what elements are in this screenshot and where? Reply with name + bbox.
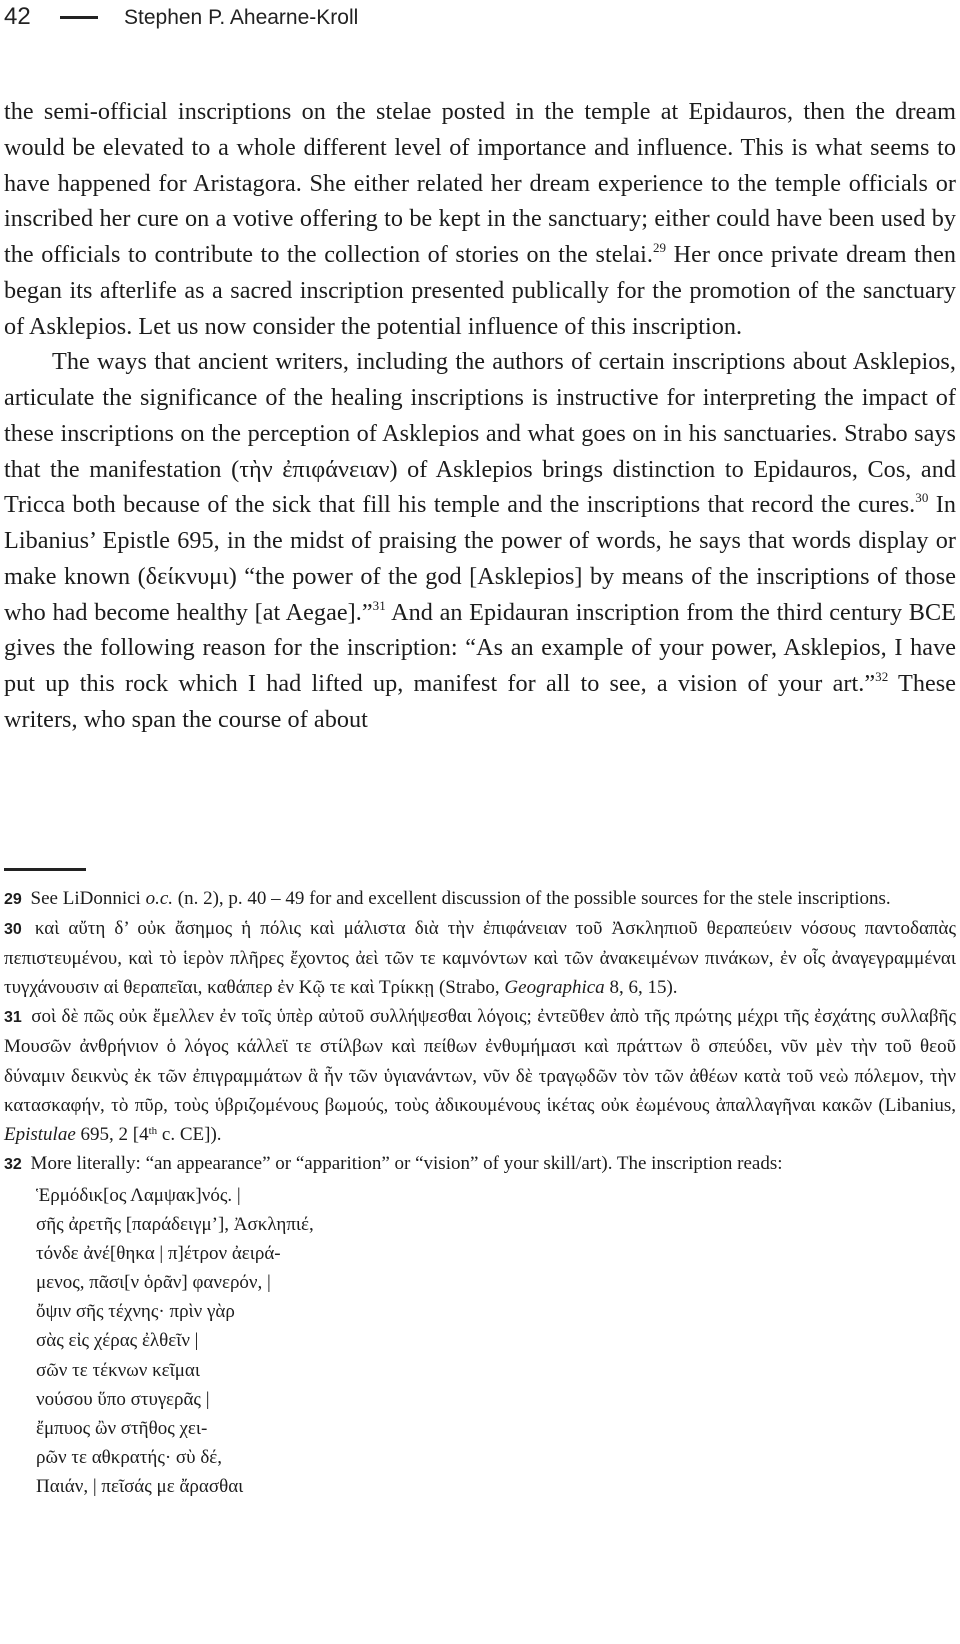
footnote-ref-31: 31 bbox=[372, 597, 386, 613]
paragraph-2-text-b: In Libanius’ Epistle 695, in the midst of praising the power of words, he says that words display or make known (δείκνυμι) “the power of the god [Asklepios] by means of the inscriptions of those who had become healthy [at Aegae].” bbox=[4, 491, 956, 626]
paragraph-1-text-b: Her once private dream then began its afterlife as a sacred inscription presented publically for the promotion of the sanctuary of Asklepios. Let us now consider the potential influence of this inscription. bbox=[4, 241, 956, 340]
footnote-31-superscript: th bbox=[148, 1124, 158, 1137]
footnote-31-text-b: 695, 2 [4 bbox=[75, 1123, 149, 1145]
footnote-30-number: 30 bbox=[4, 921, 22, 939]
page-number: 42 bbox=[4, 3, 31, 30]
paragraph-1 bbox=[4, 94, 956, 344]
paragraph-2-text-c: And an Epidauran inscription from the third century BCE gives the following reason for the inscription: “As an example of your power, Asklepios, I have put up this rock which I had lifted up, manifest for all to see, a vision of your art.” bbox=[4, 598, 956, 697]
footnote-31-number: 31 bbox=[4, 1009, 22, 1027]
footnote-29-text-b: (n. 2), p. 40 – 49 for and excellent discussion of the possible sources for the stele inscriptions. bbox=[173, 888, 891, 909]
footnote-30-italic: Geographica bbox=[504, 977, 605, 999]
verse-line: σῶν τε τέκνων κεῖμαι bbox=[36, 1359, 200, 1381]
verse-line: σὰς εἰς χέρας ἐλθεῖν | bbox=[36, 1330, 199, 1352]
footnote-31-text-a: σοὶ δὲ πῶς οὐκ ἔμελλεν ἐν τοῖς ὑπὲρ αὐτοῦ συλλήψεσθαι λόγοις; ἐντεῦθεν ἀπὸ τῆς πρώτης μέχρι τῆς ἐσχάτης συλλαβῆς Μουσῶν ἀνθρήνιον ὁ λόγος κάλλεϊ τε στίλβων καὶ πείθων ἐνθυμήμασι καὶ πράττων ὃ σπεύδει, νῦν μὲν τὴν τοῦ θεοῦ δύναμιν δεικνὺς ἐκ τῶν ἐπιγραμμάτων ἃ ἦν τῶν ὑγιανάντων, νῦν δὲ τραγῳδῶν τὸν τῶν ἀθέων κατὰ τοῦ νεὼ πόλεμον, τὴν κατασκαφήν, τὸ πῦρ, τοὺς ὑβριζομένους βωμούς, τοὺς ἀδικουμένους ἱκέτας οὐκ ἐωμένους ἀπαλλαγῆναι κακῶν (Libanius, bbox=[4, 1006, 956, 1116]
verse-line: Παιάν, | πεῖσάς με ἄρασθαι bbox=[36, 1475, 244, 1497]
footnote-ref-32: 32 bbox=[875, 669, 889, 684]
footnote-30-text-b: 8, 6, 15). bbox=[604, 977, 678, 999]
footnote-29-number: 29 bbox=[4, 891, 22, 908]
footnote-separator-rule bbox=[4, 868, 86, 871]
verse-line: ἔμπυος ὢν στῆθος χει- bbox=[36, 1417, 208, 1439]
running-head-author: Stephen P. Ahearne-Kroll bbox=[124, 5, 359, 29]
paragraph-1-text-a: the semi-official inscriptions on the stelae posted in the temple at Epidauros, then the dream would be elevated to a whole different level of importance and influence. This is what seems to have happened for Aristagora. She either related her dream experience to the temple officials or inscribed her cure on a votive offering to be kept in the sanctuary; either could have been used by the officials to contribute to the collection of stories on the stelai. bbox=[4, 98, 956, 268]
paragraph-2 bbox=[4, 344, 956, 737]
verse-line: τόνδε ἀνέ[θηκα | π]έτρον ἀειρά- bbox=[36, 1243, 281, 1265]
footnote-31 bbox=[4, 1002, 956, 1148]
footnote-32 bbox=[4, 1149, 956, 1179]
footnote-32-number: 32 bbox=[4, 1155, 22, 1173]
footnote-31-italic: Epistulae bbox=[4, 1123, 76, 1145]
footnote-29-italic: o.c. bbox=[145, 888, 174, 909]
verse-line: ὄψιν σῆς τέχνης· πρὶν γὰρ bbox=[36, 1301, 235, 1323]
footnote-29-text-a: See LiDonnici bbox=[25, 888, 146, 909]
paragraph-2-text-a: The ways that ancient writers, including the authors of certain inscriptions about Asklepios, articulate the significance of the healing inscriptions is instructive for interpreting the impact of these inscriptions on the perception of Asklepios and what goes on in his sanctuaries. Strabo says that the manifestation (τὴν ἐπιφάνειαν) of Asklepios brings distinction to Epidauros, Cos, and Tricca both because of the sick that fill his temple and the inscriptions that record the cures. bbox=[4, 348, 956, 519]
paragraph-2-text-d: These writers, who span the course of about bbox=[4, 670, 956, 733]
footnote-31-text-c: c. CE]). bbox=[157, 1123, 222, 1145]
footnote-30 bbox=[4, 914, 956, 1002]
footnote-30-text-a: καὶ αὔτη δ’ οὐκ ἄσημος ἡ πόλις καὶ μάλιστα διὰ τὴν ἐπιφάνειαν τοῦ Ἀσκληπιοῦ θεραπεύειν νόσους παντοδαπὰς πεπιστευμένου, καὶ τὸ ἱερὸν πλῆρες ἔχοντος ἀεὶ τῶν τε καμνόντων καὶ τῶν ἀνακειμένων πινάκων, ἐν οἷς ἀναγεγραμμέναι τυγχάνουσιν αἱ θεραπεῖαι, καθάπερ ἐν Κῷ τε καὶ Τρίκκῃ (Strabo, bbox=[4, 918, 956, 999]
verse-line: μενος, πᾶσι[ν ὁρᾶν] φανερόν, | bbox=[36, 1272, 271, 1294]
main-text bbox=[4, 94, 956, 738]
verse-line: Ἑρμόδικ[ος Λαμψακ]νός. | bbox=[36, 1184, 241, 1206]
footnote-32-text-a: More literally: “an appearance” or “apparition” or “vision” of your skill/art). The inscription reads: bbox=[25, 1152, 783, 1174]
verse-line: νούσου ὕπο στυγερᾶς | bbox=[36, 1388, 210, 1410]
footnote-ref-30: 30 bbox=[915, 490, 929, 506]
verse-line: ρῶν τε αθκρατής· σὺ δέ, bbox=[36, 1446, 223, 1468]
running-head bbox=[4, 2, 358, 32]
footnotes bbox=[4, 884, 956, 1501]
footnote-29 bbox=[4, 884, 956, 914]
verse-line: σῆς ἀρετῆς [παράδειγμ’], Ἀσκληπιέ, bbox=[36, 1214, 314, 1236]
inscription-verse bbox=[36, 1181, 956, 1501]
header-rule bbox=[60, 16, 98, 19]
footnote-ref-29: 29 bbox=[652, 240, 667, 255]
